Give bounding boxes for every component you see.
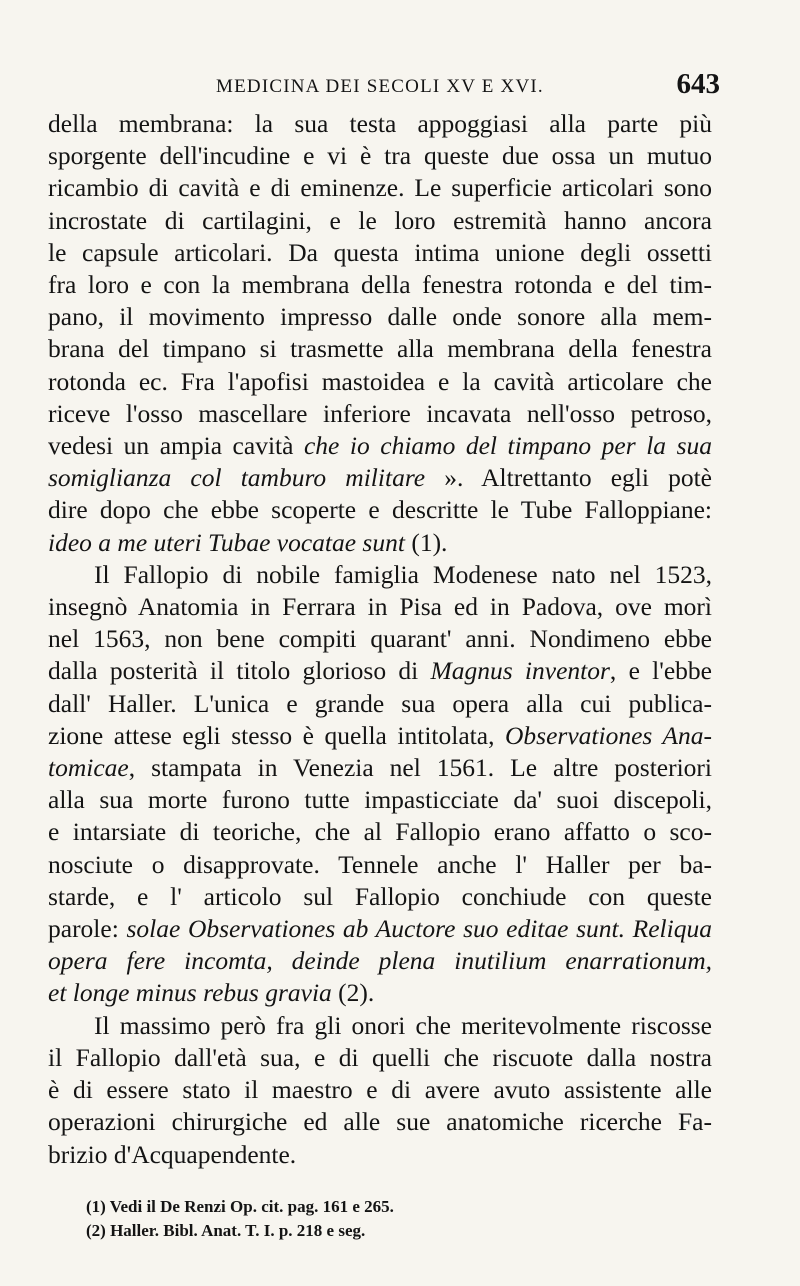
running-head-title: MEDICINA DEI SECOLI XV E XVI. [216, 76, 544, 97]
footnote: (2) Haller. Bibl. Anat. T. I. p. 218 e seg. [86, 1221, 366, 1240]
text-line: è di essere stato il maestro e di avere avuto assistente alle [48, 1075, 712, 1105]
text-line: dire dopo che ebbe scoperte e descritte le Tube Falloppiane: [48, 495, 712, 525]
footnote: (1) Vedi il De Renzi Op. cit. pag. 161 e 265. [86, 1197, 394, 1216]
text-line: Il Fallopio di nobile famiglia Modenese nato nel 1523, [94, 559, 712, 589]
text-line: parole: solae Observationes ab Auctore suo editae sunt. Reliqua [48, 914, 712, 944]
text-line: ricambio di cavità e di eminenze. Le superficie articolari sono [48, 173, 712, 203]
text-line: brana del timpano si trasmette alla membrana della fenestra [48, 334, 712, 364]
text-line: zione attese egli stesso è quella intitolata, Observationes Ana- [48, 720, 712, 750]
text-line: Il massimo però fra gli onori che meritevolmente riscosse [94, 1010, 712, 1040]
text-line: operazioni chirurgiche ed alle sue anatomiche ricerche Fa- [48, 1107, 712, 1137]
text-line: tomicae, stampata in Venezia nel 1561. Le altre posteriori [48, 753, 712, 783]
body-text [48, 108, 712, 1171]
footnotes [86, 1195, 646, 1243]
running-head [48, 66, 720, 106]
text-line: somiglianza col tamburo militare ». Altrettanto egli potè [48, 463, 713, 493]
page-number: 643 [676, 68, 720, 100]
text-line: le capsule articolari. Da questa intima unione degli ossetti [48, 237, 712, 267]
paragraph [48, 108, 712, 559]
text-line: della membrana: la sua testa appoggiasi alla parte più [48, 109, 712, 138]
text-line: vedesi un ampia cavità che io chiamo del timpano per la sua [48, 431, 712, 461]
text-line: e intarsiate di teoriche, che al Fallopio erano affatto o sco- [48, 817, 712, 847]
text-line: dall' Haller. L'unica e grande sua opera alla cui publica- [48, 688, 712, 718]
text-line: riceve l'osso mascellare inferiore incavata nell'osso petroso, [48, 398, 712, 428]
text-line: incrostate di cartilagini, e le loro estremità hanno ancora [48, 205, 712, 235]
text-line: rotonda ec. Fra l'apofisi mastoidea e la cavità articolare che [48, 366, 712, 396]
text-line: sporgente dell'incudine e vi è tra queste due ossa un mutuo [48, 141, 712, 171]
text-line: opera fere incomta, deinde plena inutilium enarrationum, [48, 946, 712, 976]
text-line: et longe minus rebus gravia (2). [48, 978, 375, 1008]
paragraph [48, 559, 712, 1010]
text-line: nosciute o disapprovate. Tennele anche l' Haller per ba- [48, 849, 712, 879]
text-line: pano, il movimento impresso dalle onde sonore alla mem- [48, 302, 712, 332]
text-line: fra loro e con la membrana della fenestra rotonda e del tim- [48, 270, 712, 300]
text-line: insegnò Anatomia in Ferrara in Pisa ed in Padova, ove morì [48, 592, 712, 622]
text-line: dalla posterità il titolo glorioso di Magnus inventor, e l'ebbe [48, 656, 712, 686]
text-line: ideo a me uteri Tubae vocatae sunt (1). [48, 527, 448, 557]
paragraph [48, 1010, 712, 1171]
text-line: starde, e l' articolo sul Fallopio conchiude con queste [48, 881, 712, 911]
text-line: il Fallopio dall'età sua, e di quelli che riscuote dalla nostra [48, 1042, 712, 1072]
text-line: brizio d'Acquapendente. [48, 1139, 297, 1169]
text-line: alla sua morte furono tutte impasticciate da' suoi discepoli, [48, 785, 712, 815]
text-line: nel 1563, non bene compiti quarant' anni. Nondimeno ebbe [48, 624, 712, 654]
